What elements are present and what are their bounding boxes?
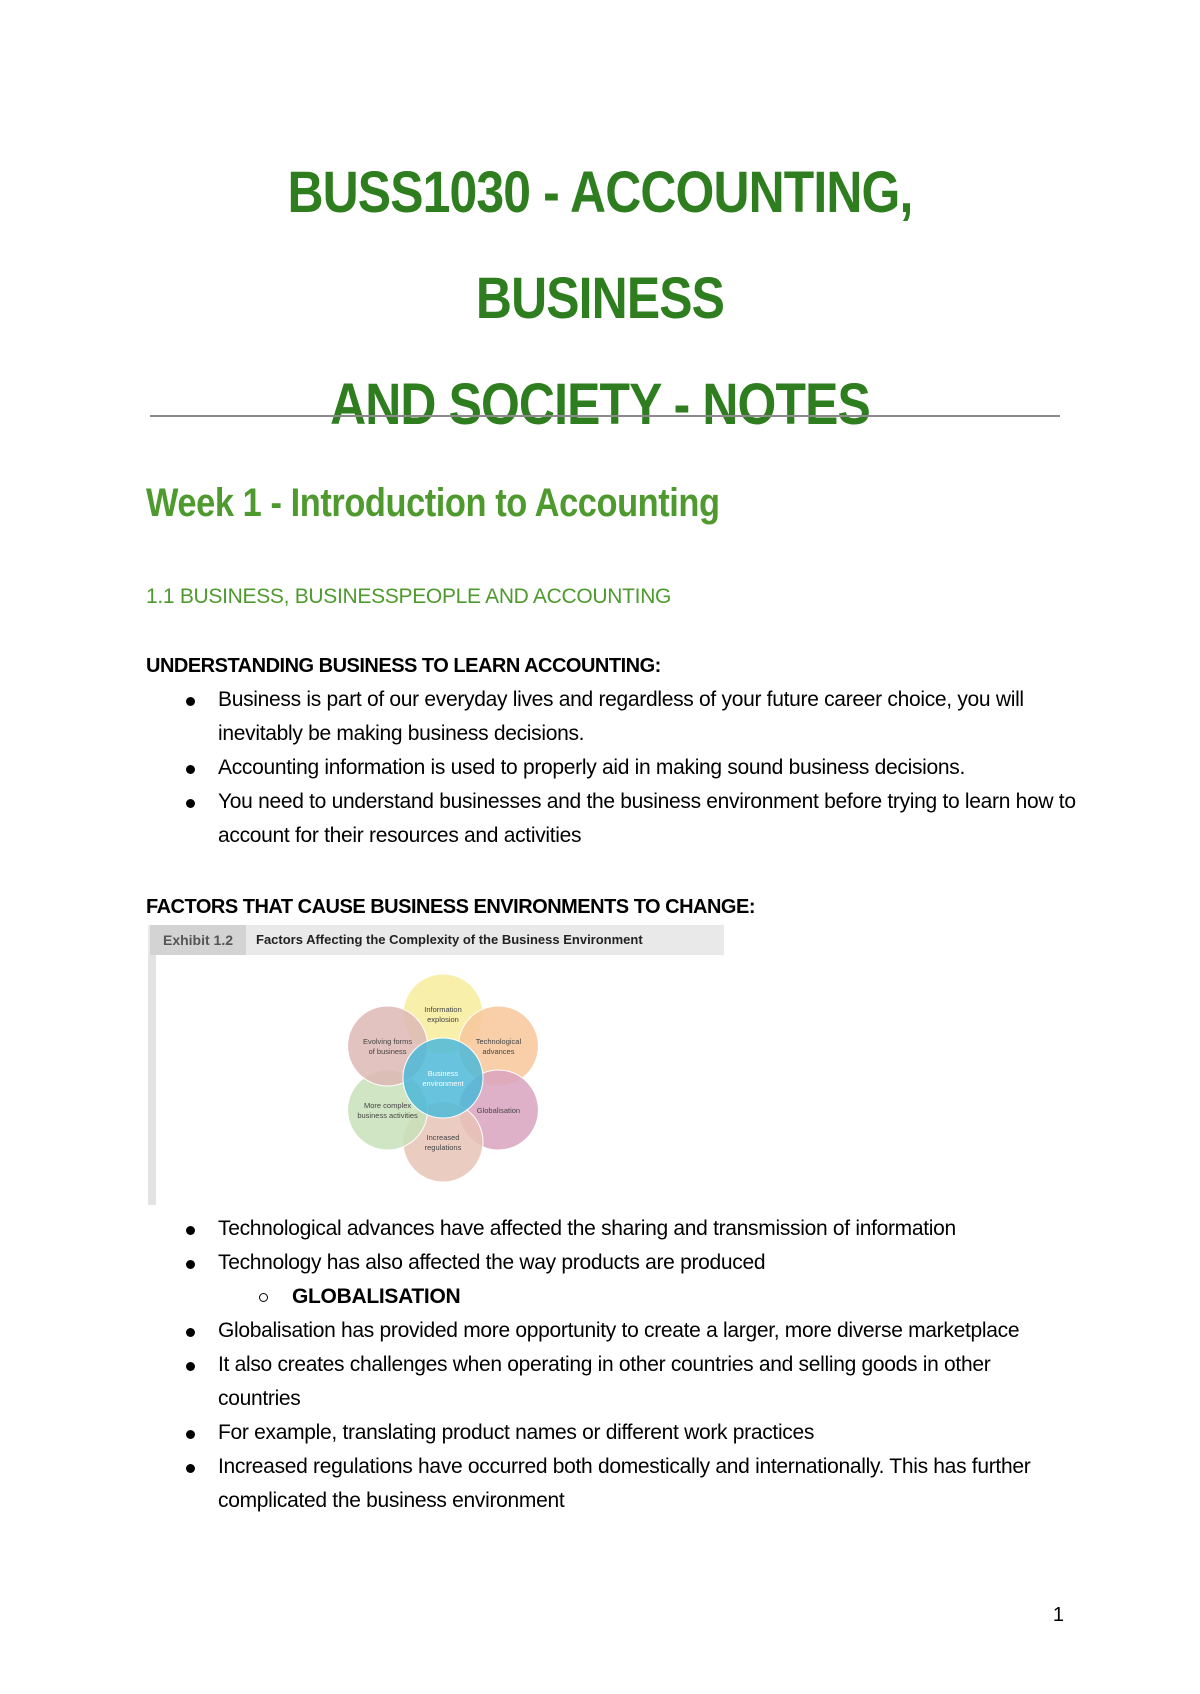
list-item [146, 1450, 1076, 1518]
understanding-heading: UNDERSTANDING BUSINESS TO LEARN ACCOUNTING: [146, 655, 661, 677]
list-item-text: Business is part of our everyday lives and regardless of your future career choice, you will inevitably be making business decisions. [218, 688, 1024, 745]
bullet-icon [186, 1260, 195, 1269]
list-item [146, 1212, 1076, 1246]
document-title [196, 140, 1004, 458]
exhibit-number: Exhibit 1.2 [150, 925, 246, 955]
document-title-line-2: AND SOCIETY - NOTES [330, 372, 870, 437]
list-item-text: You need to understand businesses and the business environment before trying to learn how to account for their resources and activities [218, 790, 1076, 847]
petal-label: explosion [427, 1015, 459, 1024]
list-item-text: GLOBALISATION [292, 1285, 461, 1308]
petal-label: More complex [364, 1101, 412, 1110]
bullet-icon [186, 1328, 195, 1337]
factors-heading: FACTORS THAT CAUSE BUSINESS ENVIRONMENTS TO CHANGE: [146, 896, 755, 918]
petal-label: Technological [475, 1037, 522, 1046]
list-item [146, 1416, 1076, 1450]
list-item-text: Technological advances have affected the sharing and transmission of information [218, 1217, 956, 1240]
list-item [146, 1314, 1076, 1348]
exhibit-title: Factors Affecting the Complexity of the Business Environment [256, 932, 643, 947]
list-item-text: Increased regulations have occurred both domestically and internationally. This has further complicated the business environment [218, 1455, 1031, 1512]
petal-label: business activities [357, 1111, 418, 1120]
list-item [146, 683, 1076, 751]
petal-label: Increased [426, 1133, 460, 1142]
bullet-icon [186, 1362, 195, 1371]
factors-list [146, 1212, 1076, 1518]
document-title-line-1: BUSS1030 - ACCOUNTING, BUSINESS [287, 160, 913, 331]
hollow-bullet-icon [259, 1293, 268, 1302]
sub-list-item [146, 1280, 1076, 1314]
page-number: 1 [1052, 1604, 1064, 1626]
center-label: environment [422, 1079, 464, 1088]
horizontal-rule [150, 415, 1060, 417]
center-circle [403, 1038, 483, 1118]
exhibit-figure [148, 925, 724, 1205]
list-item [146, 1348, 1076, 1416]
petal-label: Information [424, 1005, 462, 1014]
petal-label: of business [368, 1047, 407, 1056]
bullet-icon [186, 1464, 195, 1473]
petal-label: Evolving forms [362, 1037, 413, 1046]
petal-label: Globalisation [476, 1106, 521, 1115]
center-label: Business [427, 1069, 459, 1078]
list-item-text: Globalisation has provided more opportunity to create a larger, more diverse marketplace [218, 1319, 1020, 1342]
list-item-text: For example, translating product names or different work practices [218, 1421, 815, 1444]
petal-label: regulations [424, 1143, 462, 1152]
list-item-text: It also creates challenges when operating in other countries and selling goods in other countries [218, 1353, 991, 1410]
list-item-text: Accounting information is used to properly aid in making sound business decisions. [218, 756, 965, 779]
bullet-icon [186, 697, 195, 706]
understanding-list [146, 683, 1076, 853]
bullet-icon [186, 1430, 195, 1439]
list-item [146, 785, 1076, 853]
bullet-icon [186, 765, 195, 774]
bullet-icon [186, 799, 195, 808]
list-item [146, 751, 1076, 785]
petal-label: advances [482, 1047, 515, 1056]
section-heading: 1.1 BUSINESS, BUSINESSPEOPLE AND ACCOUNTING [146, 585, 672, 608]
list-item-text: Technology has also affected the way products are produced [218, 1251, 766, 1274]
bullet-icon [186, 1226, 195, 1235]
exhibit-diagram [148, 925, 724, 1205]
week-heading: Week 1 - Introduction to Accounting [146, 481, 720, 525]
list-item [146, 1246, 1076, 1280]
